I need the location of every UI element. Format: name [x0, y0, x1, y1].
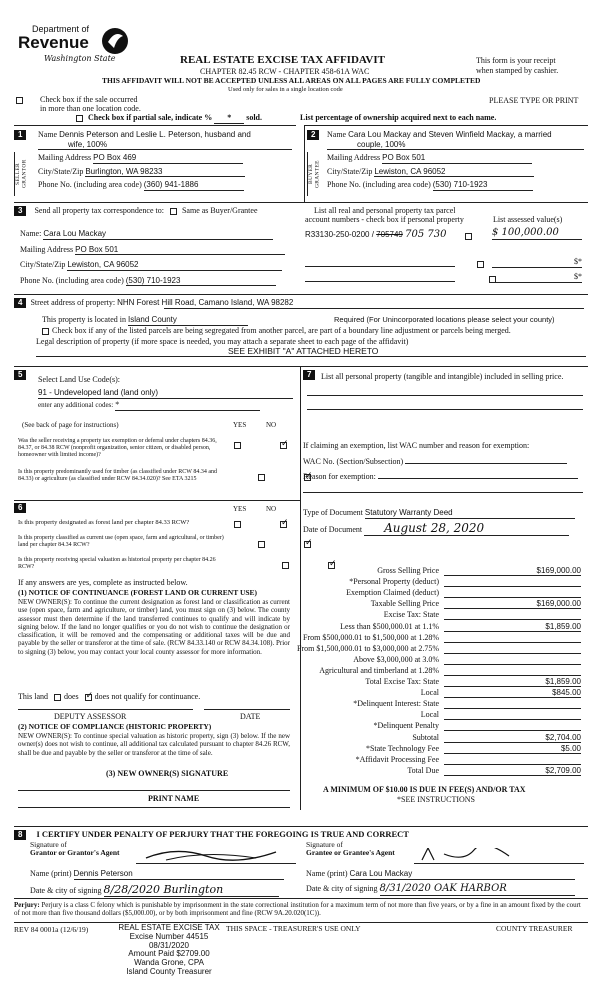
tax-row-field[interactable] — [444, 566, 581, 576]
grantor-sig-label — [30, 841, 120, 858]
tax-mail-field[interactable]: PO Box 501 — [75, 245, 285, 256]
partial-sale-row — [76, 113, 262, 124]
tax-row — [309, 721, 581, 732]
parcel-number-1-handwritten: 705 730 — [405, 229, 447, 240]
receipt-note-2: when stamped by cashier. — [476, 66, 559, 75]
buyer-phone-row — [327, 180, 584, 191]
land-use-code-field[interactable]: 91 - Undeveloped land (land only) — [38, 388, 293, 399]
wac-row — [303, 455, 567, 467]
s6-question-2: Is this property classified as current use (open space, farm and agricultural, or timber) land per chapter 84.34 RCW? — [18, 535, 224, 548]
grantee-name-row — [306, 869, 575, 880]
new-owner-signature-label: (3) NEW OWNER(S) SIGNATURE — [106, 769, 229, 778]
segregated-label: Check box if any of the listed parcels are being segregated from another parcel, are part of a boundary line adjustment or parcels being merged. — [52, 326, 511, 335]
tax-row-field[interactable] — [444, 610, 581, 620]
seller-grantor-tab: SELLER GRANTOR — [14, 152, 26, 196]
buyer-mail-label: Mailing Address — [327, 153, 381, 163]
stamp-line-5: Wanda Grone, CPA — [134, 958, 204, 968]
s6-yes-header: YES — [233, 505, 247, 513]
buyer-city-field[interactable]: Lewiston, CA 96052 — [374, 167, 534, 178]
section-buyer — [304, 125, 588, 202]
seller-name-row — [38, 130, 292, 140]
seller-name-field-2[interactable]: wife, 100% — [38, 140, 292, 151]
tax-row — [309, 666, 581, 677]
see-instructions: *SEE INSTRUCTIONS — [397, 795, 476, 804]
s5-question-2: Is this property predominantly used for timber (as classified under RCW 84.34 and 84.33) or agriculture (as classified under RCW 84.34.020)? See ETA 3215 — [18, 469, 218, 482]
grantor-sig-label-1: Signature of — [30, 840, 67, 849]
tax-row-label: Excise Tax: State — [383, 610, 439, 620]
partial-sold-label: sold. — [246, 113, 263, 122]
logo-state: Washington State — [44, 54, 116, 63]
reason-row — [303, 470, 578, 482]
tax-city-label: City/State/Zip — [20, 260, 66, 270]
logo-revenue: Revenue — [18, 33, 89, 52]
seller-phone-field[interactable]: (360) 941-1886 — [144, 180, 244, 191]
seller-city-row — [38, 167, 292, 178]
seller-name-field[interactable]: Dennis Peterson and Leslie L. Peterson, husband and — [59, 130, 251, 139]
tax-mail-label: Mailing Address — [20, 244, 74, 254]
grantee-signature-icon — [414, 848, 584, 862]
any-answers-yes: If any answers are yes, complete as instructed below. — [18, 578, 188, 587]
dor-logo — [14, 24, 134, 72]
parcel-line-3[interactable] — [305, 273, 455, 282]
additional-codes-label: enter any additional codes: — [38, 401, 114, 409]
tax-name-row — [20, 229, 300, 240]
tax-row — [309, 599, 581, 610]
tax-row — [309, 622, 581, 633]
perjury-note — [14, 898, 588, 918]
personal-property-line-1[interactable] — [307, 395, 583, 396]
seller-name-label: Name — [38, 130, 58, 139]
form-warning: THIS AFFIDAVIT WILL NOT BE ACCEPTED UNLESS ALL AREAS ON ALL PAGES ARE FULLY COMPLETED — [102, 76, 481, 85]
tax-row-label: *State Technology Fee — [365, 743, 439, 753]
tax-row-amount: $5.00 — [560, 743, 581, 753]
parcel-header-1: List all real and personal property tax parcel — [314, 206, 456, 215]
section-7-number: 7 — [303, 370, 315, 380]
seller-city-field[interactable]: Burlington, WA 98233 — [85, 167, 245, 178]
tax-row-label: Agricultural and timberland at 1.28% — [319, 665, 439, 675]
street-label: Street address of property: — [30, 298, 116, 307]
grantee-date-row — [306, 883, 575, 896]
tax-row-amount: $2,704.00 — [545, 732, 581, 742]
tax-name-field[interactable]: Cara Lou Mackay — [43, 229, 273, 240]
tax-row-amount: $1,859.00 — [545, 677, 581, 686]
legal-description-label: Legal description of property (if more space is needed, you may attach a separate sheet to each page of the affidavit) — [36, 337, 409, 346]
tax-row-label: Local — [420, 688, 439, 698]
s6-q3-yes-checkbox[interactable] — [282, 562, 289, 569]
please-type: PLEASE TYPE OR PRINT — [489, 96, 579, 105]
perjury-label: Perjury: — [14, 901, 40, 909]
seller-mail-row — [38, 153, 292, 164]
used-only-note: Used only for sales in a single location code — [228, 86, 343, 93]
print-name-line[interactable] — [18, 807, 290, 808]
tax-row — [309, 699, 581, 710]
logo-emblem-icon — [100, 26, 130, 56]
form-title: REAL ESTATE EXCISE TAX AFFIDAVIT — [180, 54, 385, 66]
section-1-number: 1 — [14, 130, 26, 140]
grantee-signature-line[interactable] — [414, 852, 584, 864]
tax-mail-row — [20, 245, 300, 256]
tax-row-amount: $2,709.00 — [545, 765, 581, 775]
partial-sale-label: Check box if partial sale, indicate % — [88, 113, 213, 122]
notice-compliance-text: NEW OWNER(S): To continue special valuation as historic property, sign (3) below. If the new owner(s) does not wish to continue, all additional tax calculated pursuant to chapter 84.26 RCW, shall be due and payable by the seller or transferor at the time of sale. — [18, 732, 290, 757]
tax-row-label: *Delinquent Interest: State — [353, 699, 439, 709]
buyer-name-label: Name — [327, 130, 347, 139]
tax-row-field[interactable] — [444, 677, 581, 687]
seller-phone-row — [38, 180, 292, 191]
receipt-note-1: This form is your receipt — [476, 56, 556, 65]
tax-row-field[interactable] — [444, 755, 581, 765]
tax-row — [309, 755, 581, 766]
tax-row — [309, 766, 581, 777]
reason-label: Reason for exemption: — [303, 472, 376, 481]
doc-date-label: Date of Document — [303, 525, 363, 534]
grantee-sig-label-1: Signature of — [306, 840, 343, 849]
tax-row — [309, 566, 581, 577]
tax-row-field[interactable] — [444, 710, 581, 720]
tax-row — [309, 655, 581, 666]
section-personal-property — [297, 366, 588, 810]
certify-statement: I CERTIFY UNDER PENALTY OF PERJURY THAT THE FOREGOING IS TRUE AND CORRECT — [36, 829, 409, 839]
tax-row-field[interactable] — [444, 622, 581, 632]
tax-row-label: From $1,500,000.01 to $3,000,000 at 2.75% — [297, 643, 439, 653]
tax-row — [309, 588, 581, 599]
section-land-use — [14, 366, 300, 498]
grantor-date-label: Date & city of signing — [30, 886, 102, 895]
stamp-line-4: Amount Paid $2709.00 — [128, 949, 210, 959]
s5-no-header: NO — [266, 421, 277, 429]
grantor-date-row — [30, 883, 279, 897]
multi-location-checkbox[interactable] — [16, 97, 23, 104]
section-certification — [14, 826, 588, 898]
tax-row-field[interactable] — [444, 644, 581, 654]
stamp-line-6: Island County Treasurer — [126, 966, 212, 976]
treasurer-stamp — [104, 924, 234, 977]
multi-location-label-2: in more than one location code. — [40, 104, 141, 113]
grantor-signature-line[interactable] — [136, 852, 296, 864]
tax-row-field[interactable] — [444, 666, 581, 676]
tax-row-field[interactable] — [444, 655, 581, 665]
s6-no-header: NO — [266, 505, 277, 513]
tax-row-label: *Personal Property (deduct) — [349, 577, 439, 587]
tax-row-label: Total Excise Tax: State — [365, 677, 439, 686]
wac-label: WAC No. (Section/Subsection) — [303, 457, 404, 466]
tax-row-field[interactable] — [444, 766, 581, 776]
does-label: does — [64, 692, 79, 701]
s6-q1-no-checkbox[interactable] — [280, 521, 287, 528]
tax-row — [309, 710, 581, 721]
s6-question-3: Is this property receiving special valuation as historical property per chapter 84.26 RCW? — [18, 557, 216, 570]
ownership-note: List percentage of ownership acquired next to each name. — [300, 113, 497, 122]
county-field[interactable]: Island County — [128, 315, 248, 326]
tax-row-label: Gross Selling Price — [377, 566, 439, 575]
wac-field[interactable] — [405, 455, 567, 464]
grantor-sig-label-2: Grantor or Grantor's Agent — [30, 848, 120, 858]
notice-compliance-title: (2) NOTICE OF COMPLIANCE (HISTORIC PROPERTY) — [18, 722, 212, 731]
tax-row — [309, 733, 581, 744]
tax-row-label: Taxable Selling Price — [370, 599, 439, 609]
tax-row-amount: $169,000.00 — [536, 599, 581, 609]
stamp-line-3: 08/31/2020 — [148, 940, 190, 950]
continuance-row — [18, 692, 200, 702]
buyer-phone-field[interactable]: (530) 710-1923 — [433, 180, 533, 191]
grantor-name-row — [30, 869, 284, 880]
buyer-grantee-tab: BUYER GRANTEE — [307, 152, 319, 196]
notice-continuance-text: NEW OWNER(S): To continue the current designation as forest land or classification as current use (open space, farm and agriculture, or timber) land, you must sign on (3) below. The county assessor must then determine if the land transferred continues to qualify and will indicate by signing below. If the land no longer qualifies or you do not wish to continue the designation or classification, it will be removed and the compensating or additional taxes will be due and payable by the seller or transferor at the time of sale. (RCW 84.33.140 or RCW 84.34.108). Prior to signing (3) below, you may contact your local county assessor for more information. — [18, 598, 290, 656]
print-name-label: PRINT NAME — [148, 794, 200, 803]
reason-field[interactable] — [378, 470, 578, 479]
street-field[interactable]: NHN Forest Hill Road, Camano Island, WA 98282 — [117, 298, 294, 307]
land-use-label: Select Land Use Code(s): — [38, 375, 120, 384]
doc-type-row — [303, 508, 575, 519]
s6-question-1: Is this property designated as forest land per chapter 84.33 RCW? — [18, 519, 190, 526]
section-current-use — [14, 500, 300, 810]
parcel-line-2[interactable] — [305, 258, 455, 267]
grantee-date-label: Date & city of signing — [306, 884, 378, 893]
county-required-note: Required (For Unincorporated locations please select your county) — [334, 315, 555, 324]
grantee-sig-label — [306, 841, 395, 858]
notice-continuance-title: (1) NOTICE OF CONTINUANCE (FOREST LAND OR CURRENT USE) — [18, 588, 258, 597]
new-owner-signature-line[interactable] — [18, 790, 290, 791]
section-5-number: 5 — [14, 370, 26, 380]
additional-codes-row — [38, 400, 260, 411]
tax-row-field[interactable] — [444, 599, 581, 609]
parcel-list — [300, 202, 588, 294]
seller-city-label: City/State/Zip — [38, 166, 84, 176]
same-as-buyer-checkbox[interactable] — [170, 208, 177, 215]
same-as-buyer-label: Same as Buyer/Grantee — [181, 206, 258, 215]
tax-row-label: Subtotal — [412, 732, 439, 742]
treasurer-space: THIS SPACE - TREASURER'S USE ONLY — [226, 924, 361, 933]
s6-q2-yes-checkbox[interactable] — [258, 541, 265, 548]
minimum-due-note: A MINIMUM OF $10.00 IS DUE IN FEE(S) AND/OR TAX — [323, 785, 526, 794]
doc-type-label: Type of Document — [303, 508, 363, 517]
exemption-label: If claiming an exemption, list WAC number and reason for exemption: — [303, 441, 530, 450]
grantee-sig-label-2: Grantee or Grantee's Agent — [306, 848, 395, 858]
doc-type-field[interactable]: Statutory Warranty Deed — [365, 508, 575, 519]
parcel-header-2: account numbers - check box if personal property — [305, 215, 464, 224]
tax-row-label: From $500,000.01 to $1,500,000 at 1.28% — [303, 632, 439, 642]
legal-description-field[interactable]: SEE EXHIBIT "A" ATTACHED HERETO — [228, 346, 379, 356]
personal-property-line-2[interactable] — [307, 409, 583, 410]
section-tax-correspondence — [14, 202, 300, 294]
tax-row — [297, 643, 581, 655]
assessed-header: List assessed value(s) — [493, 215, 563, 224]
buyer-mail-row — [327, 153, 584, 164]
tax-row-label: Above $3,000,000 at 3.0% — [353, 654, 439, 664]
form-revision: REV 84 0001a (12/6/19) — [14, 922, 588, 934]
this-land-label: This land — [18, 692, 48, 701]
deputy-assessor-label: DEPUTY ASSESSOR — [54, 712, 127, 721]
tax-row-amount: $1,859.00 — [545, 621, 581, 631]
tax-row-field[interactable] — [444, 699, 581, 709]
additional-codes-field[interactable]: * — [115, 400, 260, 411]
perjury-text: Perjury is a class C felony which is punishable by imprisonment in the state correctional institution for a maximum term of not more than five years, or by a fine in an amount fixed by the court of not more than five thousand dollars ($5,000.00), or by both imprisonment and fine (RCW 9A.20.020(1C)). — [14, 901, 581, 918]
grantee-date-field[interactable]: 8/31/2020 OAK HARBOR — [380, 883, 575, 896]
tax-phone-field[interactable]: (530) 710-1923 — [126, 276, 276, 287]
located-label: This property is located in — [42, 315, 126, 324]
section-4-number: 4 — [14, 298, 26, 308]
tax-row — [309, 610, 581, 621]
assessed-value-1: $ 100,000.00 — [492, 227, 582, 240]
section-seller — [14, 125, 296, 202]
tax-row-field[interactable] — [444, 688, 581, 698]
partial-sale-input[interactable]: * — [214, 113, 244, 124]
logo-department: Department of — [32, 24, 90, 34]
s5-question-1: Was the seller receiving a property tax exemption or deferral under chapters 84.36, 84.37, or 84.38 RCW (nonprofit organization, senior citizen, or disabled person, homeowner with limited income)? — [18, 438, 217, 458]
buyer-name-field[interactable]: Cara Lou Mackay and Steven Winfield Mackay, a married — [348, 130, 552, 139]
tax-row — [309, 744, 581, 755]
tax-row-field[interactable] — [444, 577, 581, 587]
does-not-qualify-checkbox[interactable] — [85, 694, 92, 701]
grantee-name-label: Name (print) — [306, 869, 348, 878]
tax-row-field[interactable] — [444, 733, 581, 743]
form-chapter: CHAPTER 82.45 RCW - CHAPTER 458-61A WAC — [200, 67, 370, 76]
tax-row-amount: $169,000.00 — [536, 566, 581, 575]
does-qualify-checkbox[interactable] — [54, 694, 61, 701]
tax-row-amount: $845.00 — [552, 688, 581, 698]
partial-sale-checkbox[interactable] — [76, 115, 83, 122]
grantor-name-field[interactable]: Dennis Peterson — [74, 869, 284, 880]
tax-row-field[interactable] — [444, 721, 581, 731]
parcel-row-1 — [305, 229, 475, 241]
section-6-number: 6 — [14, 503, 26, 513]
tax-row-field[interactable] — [444, 744, 581, 754]
buyer-city-label: City/State/Zip — [327, 166, 373, 176]
tax-row-label: Total Due — [407, 765, 439, 775]
tax-name-label: Name: — [20, 229, 42, 238]
tax-row — [309, 677, 581, 688]
instructions-note: (See back of page for instructions) — [22, 421, 119, 429]
reason-line-2[interactable] — [303, 492, 583, 493]
section-property-address — [14, 294, 588, 366]
s5-q1-no-checkbox[interactable] — [280, 442, 287, 449]
assessor-date-label: DATE — [240, 712, 261, 721]
stamp-line-1: REAL ESTATE EXCISE TAX — [118, 923, 220, 932]
parcel-number-1[interactable]: R33130-250-0200 / — [305, 230, 377, 239]
tax-row-label: Local — [420, 710, 439, 720]
buyer-city-row — [327, 167, 584, 178]
tax-row-label: *Affidavit Processing Fee — [355, 754, 439, 764]
tax-calculation — [297, 566, 581, 778]
buyer-phone-label: Phone No. (including area code) — [327, 180, 431, 190]
parcel-2-personal-checkbox[interactable] — [477, 261, 484, 268]
stamp-line-2: Excise Number 44515 — [129, 931, 209, 941]
assessed-value-3[interactable]: $* — [492, 272, 582, 283]
assessed-value-1-text[interactable]: 100,000.00 — [501, 227, 559, 238]
s5-q2-yes-checkbox[interactable] — [258, 474, 265, 481]
tax-row-label: *Delinquent Penalty — [373, 721, 439, 731]
tax-row — [309, 577, 581, 588]
personal-property-label: List all personal property (tangible and intangible) included in selling price. — [321, 372, 564, 381]
section-8-number: 8 — [14, 830, 26, 840]
tax-city-field[interactable]: Lewiston, CA 96052 — [67, 260, 282, 271]
send-correspondence-label: Send all property tax correspondence to: — [34, 206, 164, 215]
tax-row — [303, 632, 581, 644]
segregated-checkbox[interactable] — [42, 328, 49, 335]
s5-q1-yes-checkbox[interactable] — [234, 442, 241, 449]
s5-yes-header: YES — [233, 421, 247, 429]
seller-mail-label: Mailing Address — [38, 153, 92, 163]
doc-date-field[interactable]: August 28, 2020 — [364, 521, 569, 536]
seller-phone-label: Phone No. (including area code) — [38, 180, 142, 190]
multi-location-label: Check box if the sale occurred — [40, 95, 138, 104]
grantee-name-field[interactable]: Cara Lou Mackay — [350, 869, 575, 880]
tax-city-row — [20, 260, 300, 271]
buyer-name-row — [327, 130, 584, 140]
grantor-date-field[interactable]: 8/28/2020 Burlington — [104, 883, 279, 897]
doc-date-row — [303, 521, 569, 536]
tax-row-label: Less than $500,000.01 at 1.1% — [340, 621, 439, 631]
section-2-number: 2 — [307, 130, 319, 140]
parcel-1-personal-checkbox[interactable] — [465, 233, 472, 240]
parcel-number-1-strike: 705749 — [376, 230, 403, 239]
grantor-name-label: Name (print) — [30, 869, 72, 878]
buyer-mail-field[interactable]: PO Box 501 — [382, 153, 532, 164]
located-row — [42, 315, 248, 326]
tax-row-field[interactable] — [444, 588, 581, 598]
tax-row — [309, 688, 581, 699]
seller-mail-field[interactable]: PO Box 469 — [93, 153, 243, 164]
section-3-number: 3 — [14, 206, 26, 216]
tax-phone-row — [20, 276, 300, 287]
qualify-label: qualify for continuance. — [123, 692, 201, 701]
tax-phone-label: Phone No. (including area code) — [20, 275, 124, 285]
grantor-signature-icon — [136, 848, 296, 862]
buyer-name-field-2[interactable]: couple, 100% — [327, 140, 584, 151]
assessed-value-2[interactable]: $* — [492, 257, 582, 268]
s6-q1-yes-checkbox[interactable] — [234, 521, 241, 528]
tax-row-field[interactable] — [444, 633, 581, 643]
tax-row-label: Exemption Claimed (deduct) — [346, 588, 439, 598]
county-treasurer-label: COUNTY TREASURER — [496, 924, 573, 933]
does-not-label: does not — [94, 692, 122, 701]
